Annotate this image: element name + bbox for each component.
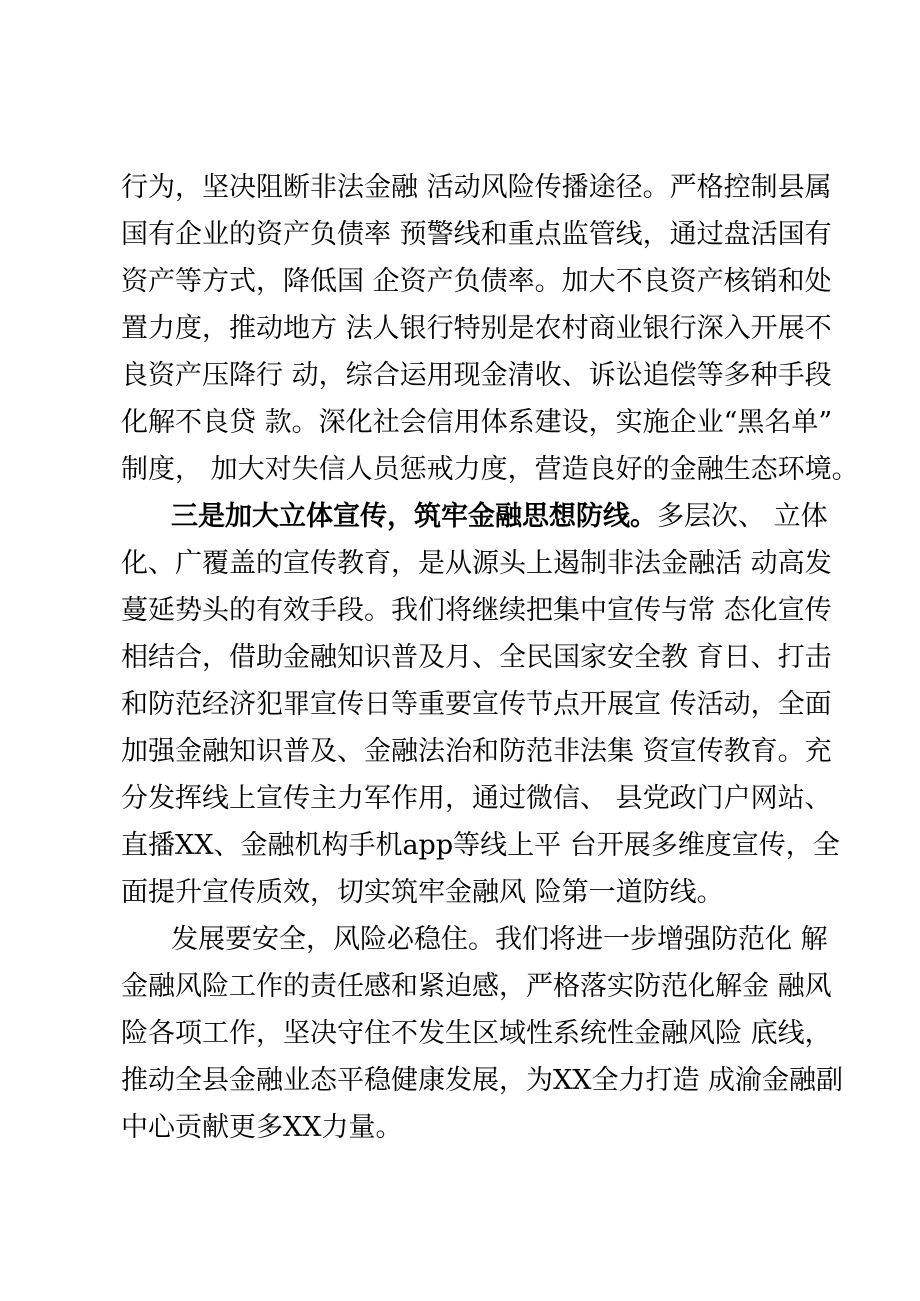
paragraph-1-line-3: 资产等方式，降低国 企资产负债率。加大不良资产核销和处 (121, 266, 832, 297)
paragraph-1-line-6: 化解不良贷 款。深化社会信用体系建设，实施企业“黑名单” (121, 407, 833, 438)
paragraph-2-heading: 三是加大立体宣传，筑牢金融思想防线。 (171, 501, 657, 532)
paragraph-2-line-9: 面提升宣传质效，切实筑牢金融风 险第一道防线。 (121, 877, 724, 908)
paragraph-2-first-line-rest: 多层次、 立体 (657, 501, 828, 532)
paragraph-1-line-5: 良资产压降行 动，综合运用现金清收、诉讼追偿等多种手段 (121, 360, 832, 391)
paragraph-2-line-6: 加强金融知识普及、金融法治和防范非法集 资宣传教育。充 (121, 736, 832, 767)
paragraph-1-line-7: 制度， 加大对失信人员惩戒力度，营造良好的金融生态环境。 (121, 454, 859, 485)
paragraph-1-line-2: 国有企业的资产负债率 预警线和重点监管线，通过盘活国有 (121, 219, 832, 250)
paragraph-2-line-7: 分发挥线上宣传主力军作用，通过微信、 县党政门户网站、 (121, 783, 832, 814)
paragraph-2-line-4: 相结合，借助金融知识普及月、全民国家安全教 育日、打击 (121, 642, 832, 673)
paragraph-3-line-5: 中心贡献更多XX力量。 (121, 1112, 403, 1143)
paragraph-2-line-8: 直播XX、金融机构手机app等线上平 台开展多维度宣传，全 (121, 830, 840, 861)
paragraph-2-line-5: 和防范经济犯罪宣传日等重要宣传节点开展宣 传活动，全面 (121, 689, 832, 720)
paragraph-2-line-1 (171, 499, 828, 535)
paragraph-1-line-1: 行为，坚决阻断非法金融 活动风险传播途径。严格控制县属 (121, 172, 832, 203)
paragraph-2-line-3: 蔓延势头的有效手段。我们将继续把集中宣传与常 态化宣传 (121, 595, 832, 626)
paragraph-3-line-1: 发展要安全，风险必稳住。我们将进一步增强防范化 解 (171, 924, 828, 955)
paragraph-2-line-2: 化、广覆盖的宣传教育，是从源头上遏制非法金融活 动高发 (121, 548, 832, 579)
paragraph-3-line-3: 险各项工作，坚决守住不发生区域性系统性金融风险 底线， (121, 1018, 832, 1049)
paragraph-1-line-4: 置力度，推动地方 法人银行特别是农村商业银行深入开展不 (121, 313, 832, 344)
paragraph-3-line-2: 金融风险工作的责任感和紧迫感，严格落实防范化解金 融风 (121, 971, 832, 1002)
paragraph-3-line-4: 推动全县金融业态平稳健康发展，为XX全力打造 成渝金融副 (121, 1065, 844, 1096)
